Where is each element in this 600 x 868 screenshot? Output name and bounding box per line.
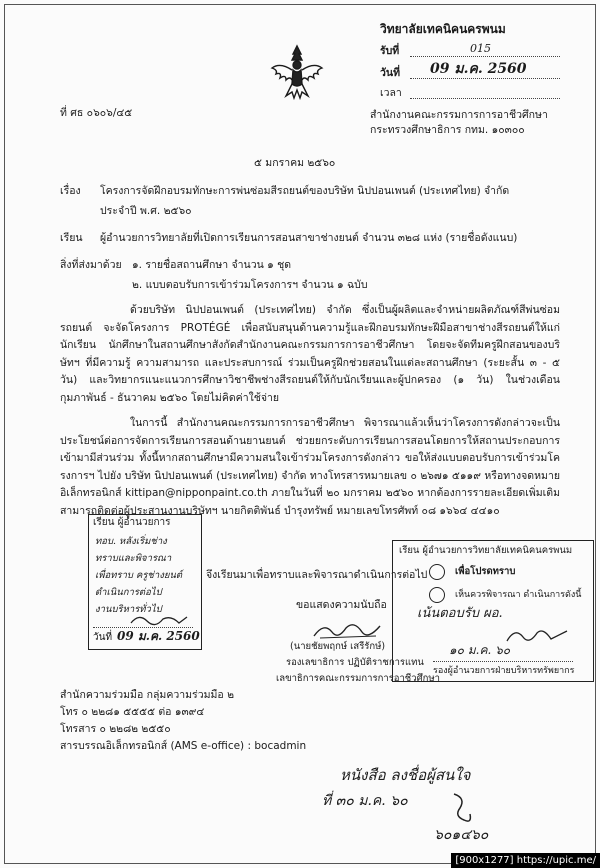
doc-number: ที่ ศธ ๐๖๐๖/๔๕ [60, 107, 133, 119]
right-stamp-option2: เห็นควรพิจารณา ดำเนินการดังนี้ [455, 590, 582, 600]
recipient-text: ผู้อำนวยการวิทยาลัยที่เปิดการเรียนการสอนสาขาช่างยนต์ จำนวน ๓๒๘ แห่ง (รายชื่อดังแนบ) [100, 232, 518, 244]
bottom-signature-icon [448, 790, 478, 826]
receipt-date-value: 09 ม.ค. 2560 [430, 61, 527, 77]
receipt-stamp [370, 22, 570, 98]
footer-text: [900x1277] https://upic.me/ [455, 855, 596, 866]
bottom-hand-note2: ที่ ๓๐ ม.ค. ๖๐ [322, 793, 408, 809]
recipient-label: เรียน [60, 232, 83, 244]
right-stamp-hand-note: เน้นตอบรับ ผอ. [417, 606, 503, 621]
left-stamp-date: 09 ม.ค. 2560 [117, 629, 200, 643]
office-line1: สำนักงานคณะกรรมการการอาชีวศึกษา [370, 109, 548, 121]
upic-watermark-bar [451, 853, 600, 868]
right-stamp-option1: เพื่อโปรดทราบ [455, 566, 516, 577]
subject-label: เรื่อง [60, 185, 81, 197]
letter-date: ๕ มกราคม ๒๕๖๐ [254, 157, 336, 169]
attachment-item1: ๑. รายชื่อสถานศึกษา จำนวน ๑ ชุด [132, 259, 292, 271]
left-stamp-signature-icon [129, 611, 189, 629]
office-line2: กระทรวงศึกษาธิการ กทม. ๑๐๓๐๐ [370, 124, 525, 136]
signer-line1: (นายชัยพฤกษ์ เสรีรักษ์) [290, 641, 386, 652]
option2-circle-icon [429, 587, 445, 603]
contact-dept: สำนักความร่วมมือ กลุ่มความร่วมมือ ๒ [60, 689, 234, 701]
attachment-item2: ๒. แบบตอบรับการเข้าร่วมโครงการฯ จำนวน ๑ ฉบับ [132, 279, 368, 291]
receipt-date-label: วันที่ [380, 67, 400, 79]
receipt-org: วิทยาลัยเทคนิคนครพนม [380, 22, 506, 36]
bottom-hand-note1: หนังสือ ลงชื่อผู้สนใจ [340, 766, 471, 784]
signer-line2: รองเลขาธิการ ปฏิบัติราชการแทน [286, 657, 424, 668]
right-stamp-signature-icon [503, 625, 573, 647]
contact-tel: โทร ๐ ๒๒๘๑ ๕๕๕๕ ต่อ ๑๓๙๔ [60, 706, 205, 718]
contact-email: สารบรรณอิเล็กทรอนิกส์ (AMS e-office) : bocadmin [60, 740, 307, 752]
left-stamp-hand3: เพื่อทราบ ครูช่างยนต์ [95, 570, 183, 581]
right-stamp-title: เรียน ผู้อำนวยการวิทยาลัยเทคนิคนครพนม [399, 545, 573, 556]
option1-circle-icon [429, 564, 445, 580]
body-paragraph-3: จึงเรียนมาเพื่อทราบและพิจารณาดำเนินการต่อไป [206, 569, 428, 581]
contact-fax: โทรสาร ๐ ๒๒๘๒ ๒๕๕๐ [60, 723, 171, 735]
left-stamp-heading: เรียน ผู้อำนวยการ [93, 517, 171, 528]
attachments-label: สิ่งที่ส่งมาด้วย [60, 259, 122, 271]
left-stamp-hand2: ทราบและพิจารณา [95, 553, 172, 564]
body-paragraph-1: ด้วยบริษัท นิปปอนเพนต์ (ประเทศไทย) จำกัด ซึ่งเป็นผู้ผลิตและจำหน่ายผลิตภัณฑ์สีพ่นซ่อมรถยนต์ จะจัดโครงการ PROTÉGÉ เพื่อสนับสนุนด้านความรู้และฝึกอบรมทักษะฝีมือสาขาช่างสีรถยนต์ให้แก่นักเรียน นักศึกษาในสถานศึกษาสังกัดสำนักงานคณะกรรมการการอาชีวศึกษา โดยจะจัดทีมครูฝึกสอนของบริษัทฯ ที่มีความรู้ ความสามารถ และประสบการณ์ ร่วมเป็นครูฝึกช่วยสอนในแต่ละสถานศึกษา (ระยะสั้น ๓ - ๕ วัน) และวิทยากรแนะแนวการศึกษาวิชาชีพช่างสีรถยนต์ให้กับนักเรียนและผู้ปกครอง (๑ วัน) ในช่วงเดือนกุมภาพันธ์ - ธันวาคม ๒๕๖๐ โดยไม่คิดค่าใช้จ่าย [60, 304, 560, 404]
receipt-time-label: เวลา [380, 87, 402, 99]
subject-text2: ประจำปี พ.ศ. ๒๕๖๐ [100, 205, 192, 217]
garuda-emblem-icon [268, 40, 326, 102]
left-stamp-hand1: ทอบ. หลังเริ่มช่าง [95, 536, 167, 547]
bottom-hand-note3: ๖๐๑๔๖๐ [434, 827, 489, 843]
receipt-no-label: รับที่ [380, 45, 400, 57]
body-paragraph-2: ในการนี้ สำนักงานคณะกรรมการการอาชีวศึกษา พิจารณาแล้วเห็นว่าโครงการดังกล่าวจะเป็นประโยชน์ต่อการจัดการเรียนการสอนด้านยานยนต์ ช่วยยกระดับการเรียนการสอนโดยการให้สถานประกอบการเข้ามามีส่วนร่วม ทั้งนี้หากสถานศึกษามีความสนใจเข้าร่วมโครงการดังกล่าว ขอให้ส่งแบบตอบรับการเข้าร่วมโครงการฯ ไปยัง บริษัท นิปปอนเพนต์ (ประเทศไทย) จำกัด ทางโทรสารหมายเลข ๐ ๒๖๗๑ ๕๑๑๙ หรือทางจดหมายอิเล็กทรอนิกส์ kittipan@nipponpaint.co.th ภายในวันที่ ๒๐ มกราคม ๒๕๖๐ หากต้องการรายละเอียดเพิ่มเติมสามารถติดต่อผู้ประสานงานบริษัทฯ นายกิตติพันธ์ บำรุงทรัพย์ หมายเลขโทรศัพท์ ๐๘ ๑๖๖๔ ๔๔๑๐ [60, 417, 560, 517]
signer-line3: เลขาธิการคณะกรรมการการอาชีวศึกษา [276, 673, 440, 684]
left-stamp-hand5: งานบริหารทั่วไป [95, 604, 162, 615]
left-action-stamp [88, 514, 202, 650]
left-stamp-hand4: ดำเนินการต่อไป [95, 587, 162, 598]
left-stamp-date-label: วันที่ [93, 632, 113, 643]
receipt-no-value: 015 [470, 42, 491, 55]
closing-text: ขอแสดงความนับถือ [296, 599, 387, 611]
right-stamp-hand-date: ๑๐ ม.ค. ๖๐ [449, 643, 511, 657]
right-stamp-footer: รองผู้อำนวยการฝ่ายบริหารทรัพยากร [433, 666, 575, 676]
right-action-stamp [392, 540, 594, 682]
subject-text: โครงการจัดฝึกอบรมทักษะการพ่นซ่อมสีรถยนต์ของบริษัท นิปปอนเพนต์ (ประเทศไทย) จำกัด [100, 185, 510, 197]
